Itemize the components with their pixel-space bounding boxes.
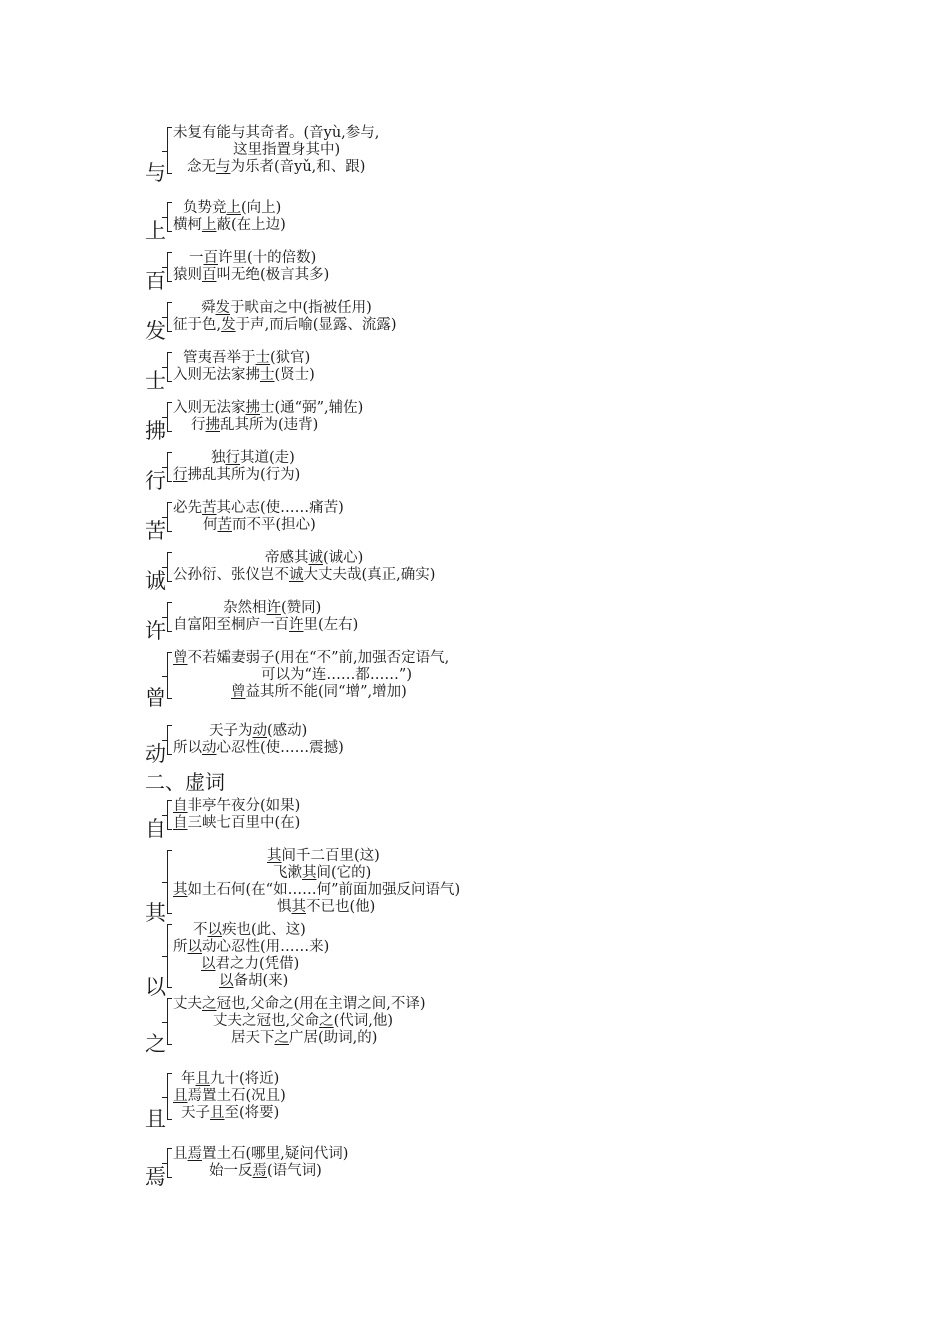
underlined-word: 许 [289, 617, 304, 633]
underlined-word: 之 [274, 1030, 289, 1046]
usage-line [173, 367, 315, 384]
usage-line [173, 650, 449, 667]
usage-text: 飞漱 [273, 865, 302, 881]
usage-lines [173, 650, 449, 701]
usage-text: 负势竞 [183, 200, 227, 216]
usage-text: 而不平(担心) [232, 517, 316, 533]
usage-line [173, 1071, 286, 1088]
usage-line [173, 550, 435, 567]
usage-lines [173, 600, 358, 634]
usage-text: (贤士) [274, 367, 315, 383]
usage-text: 于声,而后喻(显露、流露) [235, 317, 397, 333]
head-character: 自 [145, 817, 166, 841]
usage-lines [173, 848, 460, 916]
usage-text: 所以 [173, 740, 202, 756]
underlined-word: 上 [226, 200, 241, 216]
usage-line [173, 922, 329, 939]
usage-lines [173, 723, 344, 757]
usage-text: 且 [173, 1146, 188, 1162]
usage-text: (感动) [267, 723, 308, 739]
underlined-word: 发 [215, 300, 230, 316]
usage-text: 大丈夫哉(真正,确实) [303, 567, 436, 583]
usage-text: 其心志(使……痛苦) [216, 500, 344, 516]
usage-text: 乱其所为(违背) [220, 417, 319, 433]
usage-line [173, 159, 379, 176]
usage-line [173, 1105, 286, 1122]
usage-text: 蔽(在上边) [216, 217, 286, 233]
usage-line [173, 300, 397, 317]
usage-text: 三峡七百里中(在) [187, 815, 301, 831]
usage-text: 广居(助词,的) [289, 1030, 378, 1046]
underlined-word: 其 [291, 899, 306, 915]
usage-line [173, 600, 358, 617]
usage-line [173, 740, 344, 757]
underlined-word: 动 [252, 723, 267, 739]
usage-text: 拂乱其所为(行为) [187, 467, 301, 483]
usage-text: 间(它的) [316, 865, 372, 881]
head-character: 且 [145, 1107, 166, 1131]
underlined-word: 拂 [205, 417, 220, 433]
usage-text: 这里指置身其中) [233, 142, 341, 158]
underlined-word: 百 [202, 267, 217, 283]
usage-lines [173, 550, 435, 584]
usage-line [173, 350, 315, 367]
usage-line [173, 815, 300, 832]
usage-text: (赞同) [281, 600, 322, 616]
underlined-word: 之 [202, 996, 217, 1012]
usage-lines [173, 200, 286, 234]
head-character: 拂 [145, 419, 166, 443]
usage-text: (诚心) [323, 550, 364, 566]
head-character: 发 [145, 319, 166, 343]
usage-text: 帝感其 [265, 550, 309, 566]
usage-text: 益其所不能(同“增”,增加) [245, 684, 407, 700]
usage-text: 入则无法家拂 [173, 367, 260, 383]
usage-text: 年 [181, 1071, 196, 1087]
usage-text: 始一反 [209, 1163, 253, 1179]
usage-line [173, 996, 426, 1013]
usage-text: 管夷吾举于 [183, 350, 256, 366]
usage-line [173, 617, 358, 634]
usage-text: (狱官) [270, 350, 311, 366]
head-character: 以 [145, 975, 166, 999]
usage-text: 居天下 [231, 1030, 275, 1046]
usage-text: 杂然相 [223, 600, 267, 616]
usage-lines [173, 250, 329, 284]
usage-line [173, 317, 397, 334]
usage-text: 天子 [181, 1105, 210, 1121]
underlined-word: 与 [216, 159, 231, 175]
usage-text: 心忍性(使……震撼) [216, 740, 344, 756]
underlined-word: 诚 [308, 550, 323, 566]
usage-lines [173, 450, 300, 484]
usage-line [173, 1146, 348, 1163]
underlined-word: 士 [260, 367, 275, 383]
head-character: 之 [145, 1032, 166, 1056]
usage-line [173, 973, 329, 990]
underlined-word: 行 [173, 467, 188, 483]
underlined-word: 以 [207, 922, 222, 938]
usage-line [173, 1030, 426, 1047]
underlined-word: 行 [225, 450, 240, 466]
usage-text: 备胡(来) [233, 973, 289, 989]
underlined-word: 以 [201, 956, 216, 972]
usage-text: 丈夫之冠也,父命 [213, 1013, 320, 1029]
usage-lines [173, 300, 397, 334]
usage-text: 自富阳至桐庐一百 [173, 617, 289, 633]
underlined-word: 之 [319, 1013, 334, 1029]
underlined-word: 以 [187, 939, 202, 955]
usage-lines [173, 1071, 286, 1122]
usage-line [173, 667, 449, 684]
usage-text: 士(通“弼”,辅佐) [260, 400, 364, 416]
usage-text: 必先 [173, 500, 202, 516]
head-character: 动 [145, 742, 166, 766]
usage-text: 横柯 [173, 217, 202, 233]
underlined-word: 其 [267, 848, 282, 864]
usage-text: 行 [191, 417, 206, 433]
underlined-word: 许 [266, 600, 281, 616]
usage-text: 君之力(凭借) [215, 956, 300, 972]
usage-lines [173, 996, 426, 1047]
underlined-word: 焉 [187, 1146, 202, 1162]
usage-line [173, 865, 460, 882]
head-character: 曾 [145, 686, 166, 710]
underlined-word: 自 [173, 798, 188, 814]
usage-text: 独 [211, 450, 226, 466]
usage-text: 不若孀妻弱子(用在“不”前,加强否定语气, [187, 650, 450, 666]
usage-line [173, 500, 344, 517]
head-character: 士 [145, 369, 166, 393]
usage-line [173, 417, 363, 434]
usage-text: 焉置土石(况且) [187, 1088, 286, 1104]
underlined-word: 其 [302, 865, 317, 881]
usage-line [173, 200, 286, 217]
underlined-word: 苦 [202, 500, 217, 516]
usage-text: (语气词) [267, 1163, 322, 1179]
usage-text: 叫无绝(极言其多) [216, 267, 330, 283]
usage-text: 一 [189, 250, 204, 266]
usage-text: 不 [193, 922, 208, 938]
usage-text: 九十(将近) [210, 1071, 280, 1087]
usage-line [173, 882, 460, 899]
usage-line [173, 1163, 348, 1180]
section-title: 二、虚词 [145, 770, 225, 794]
usage-text: 于畎亩之中(指被任用) [230, 300, 372, 316]
usage-lines [173, 125, 379, 176]
head-character: 焉 [145, 1165, 166, 1189]
usage-line [173, 467, 300, 484]
usage-lines [173, 922, 329, 990]
head-character: 行 [145, 469, 166, 493]
head-character: 上 [145, 219, 166, 243]
underlined-word: 其 [173, 882, 188, 898]
usage-text: 公孙衍、张仪岂不 [173, 567, 289, 583]
usage-text: 丈夫 [173, 996, 202, 1012]
usage-text: 至(将要) [224, 1105, 280, 1121]
head-character: 与 [145, 161, 166, 185]
usage-text: (代词,他) [333, 1013, 394, 1029]
usage-text: 舜 [201, 300, 216, 316]
usage-lines [173, 1146, 348, 1180]
usage-text: 征于色, [173, 317, 222, 333]
underlined-word: 士 [255, 350, 270, 366]
usage-line [173, 899, 460, 916]
usage-text: (向上) [241, 200, 282, 216]
usage-text: 动心忍性(用……来) [202, 939, 330, 955]
head-character: 诚 [145, 569, 166, 593]
underlined-word: 苦 [217, 517, 232, 533]
usage-line [173, 125, 379, 142]
usage-line [173, 848, 460, 865]
underlined-word: 曾 [231, 684, 246, 700]
usage-text: 置土石(哪里,疑问代词) [202, 1146, 349, 1162]
usage-text: 为乐者(音yǔ,和、跟) [230, 159, 366, 175]
underlined-word: 自 [173, 815, 188, 831]
head-character: 苦 [145, 519, 166, 543]
underlined-word: 曾 [173, 650, 188, 666]
usage-text: 所 [173, 939, 188, 955]
usage-lines [173, 400, 363, 434]
usage-line [173, 267, 329, 284]
usage-line [173, 1088, 286, 1105]
underlined-word: 拂 [245, 400, 260, 416]
underlined-word: 且 [210, 1105, 225, 1121]
usage-text: 许里(十的倍数) [218, 250, 317, 266]
usage-line [173, 400, 363, 417]
usage-line [173, 450, 300, 467]
usage-text: 惧 [277, 899, 292, 915]
underlined-word: 发 [221, 317, 236, 333]
usage-text: 猿则 [173, 267, 202, 283]
head-character: 许 [145, 619, 166, 643]
usage-text: 冠也,父命之(用在主谓之间,不译) [216, 996, 426, 1012]
usage-text: 可以为“连……都……”) [261, 667, 412, 683]
usage-text: 非亭午夜分(如果) [187, 798, 301, 814]
usage-text: 入则无法家 [173, 400, 246, 416]
usage-line [173, 517, 344, 534]
usage-line [173, 723, 344, 740]
underlined-word: 焉 [252, 1163, 267, 1179]
usage-line [173, 567, 435, 584]
usage-text: 疾也(此、这) [222, 922, 306, 938]
usage-line [173, 798, 300, 815]
usage-lines [173, 500, 344, 534]
head-character: 其 [145, 901, 166, 925]
usage-text: 何 [203, 517, 218, 533]
usage-line [173, 939, 329, 956]
usage-text: 未复有能与其奇者。(音yù,参与, [173, 125, 380, 141]
usage-text: 其道(走) [240, 450, 295, 466]
usage-text: 不已也(他) [306, 899, 376, 915]
usage-text: 如土石何(在“如……何”前面加强反问语气) [187, 882, 461, 898]
usage-line [173, 956, 329, 973]
usage-text: 念无 [187, 159, 216, 175]
usage-line [173, 684, 449, 701]
usage-text: 间千二百里(这) [281, 848, 380, 864]
underlined-word: 上 [202, 217, 217, 233]
underlined-word: 且 [173, 1088, 188, 1104]
usage-text: 里(左右) [303, 617, 359, 633]
head-character: 百 [145, 269, 166, 293]
usage-line [173, 217, 286, 234]
underlined-word: 百 [203, 250, 218, 266]
underlined-word: 以 [219, 973, 234, 989]
usage-text: 天子为 [209, 723, 253, 739]
usage-line [173, 1013, 426, 1030]
usage-lines [173, 350, 315, 384]
underlined-word: 且 [195, 1071, 210, 1087]
usage-lines [173, 798, 300, 832]
usage-line [173, 250, 329, 267]
underlined-word: 诚 [289, 567, 304, 583]
usage-line [173, 142, 379, 159]
underlined-word: 动 [202, 740, 217, 756]
